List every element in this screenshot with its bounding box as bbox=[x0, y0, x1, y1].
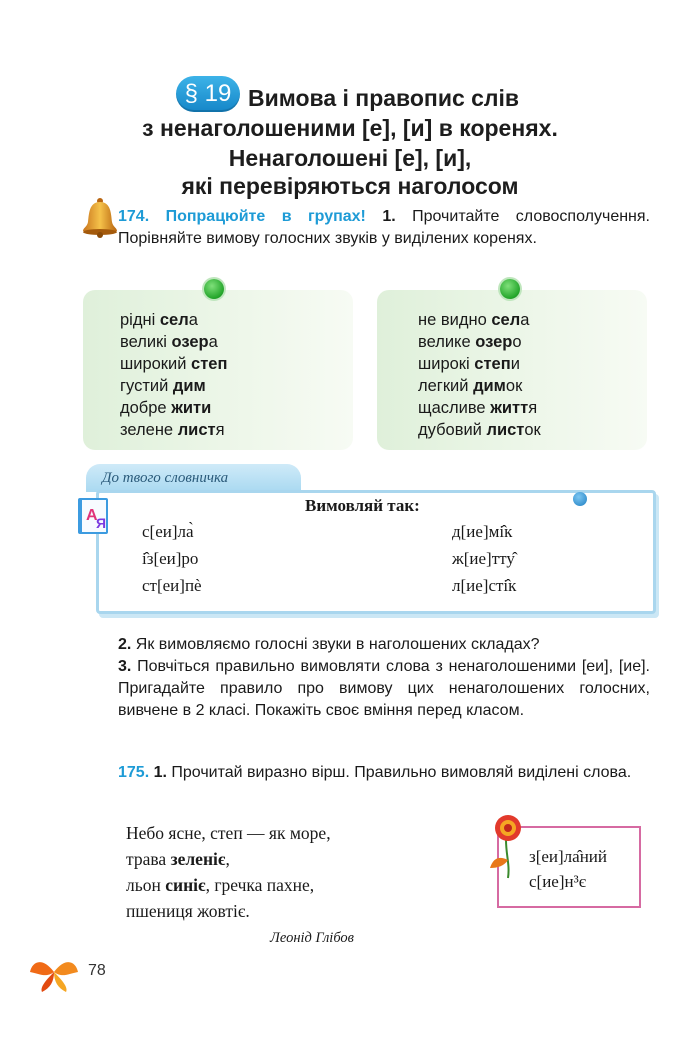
word-pair: не видно села bbox=[418, 311, 530, 329]
transcription: ст[еи]пѐ bbox=[142, 576, 202, 595]
word-list-right bbox=[418, 309, 541, 441]
flower-icon bbox=[486, 810, 528, 880]
svg-text:Я: Я bbox=[96, 515, 107, 531]
word-pair: велике озеро bbox=[418, 333, 522, 351]
word-pair: добре жити bbox=[120, 399, 212, 417]
exercise-174-intro bbox=[118, 206, 650, 250]
title-line-3: Ненаголошені [е], [и], bbox=[228, 145, 472, 171]
poem-line: льон синіє, гречка пахне, bbox=[126, 875, 315, 895]
word-pair: легкий димок bbox=[418, 377, 523, 395]
section-badge: § 19 bbox=[176, 76, 240, 112]
word-pair: широкий степ bbox=[120, 355, 228, 373]
dictionary-book-icon bbox=[74, 494, 114, 538]
word-pair: рідні села bbox=[120, 311, 198, 329]
transcriptions-left bbox=[142, 518, 202, 599]
transcription: л[ие]сті̂к bbox=[452, 576, 517, 595]
word-pair: великі озера bbox=[120, 333, 218, 351]
exercise-174-step1-text: Прочитайте словосполучення. Порівняйте вимову голосних звуків у виділених коренях. bbox=[118, 208, 650, 247]
exercise-174-step2: 2. Як вимовляємо голосні звуки в наголошених складах? bbox=[118, 636, 540, 653]
poem-author: Леонід Глібов bbox=[270, 930, 354, 946]
word-pair: широкі степи bbox=[418, 355, 520, 373]
word-pair: дубовий листок bbox=[418, 421, 541, 439]
leaf-ornament-icon bbox=[28, 952, 80, 992]
poem-line: Небо ясне, степ — як море, bbox=[126, 823, 331, 843]
transcription: ж[ие]тту̂ bbox=[452, 549, 515, 568]
poem-line: трава зеленіє, bbox=[126, 849, 230, 869]
exercise-174-step1-num: 1. bbox=[382, 208, 396, 225]
word-pair: зелене листя bbox=[120, 421, 225, 439]
blue-dot-icon bbox=[573, 492, 587, 506]
page-number: 78 bbox=[88, 962, 106, 979]
word-pair: густий дим bbox=[120, 377, 206, 395]
transcriptions-right bbox=[452, 518, 516, 599]
tip-line: с[ие]н³є bbox=[529, 872, 587, 891]
bell-icon bbox=[80, 196, 120, 238]
dictionary-tab: До твого словничка bbox=[86, 464, 301, 492]
exercise-174-number: 174. Попрацюйте в групах! bbox=[118, 208, 366, 225]
transcription: д[ие]мі̂к bbox=[452, 522, 513, 541]
green-dot-icon bbox=[204, 279, 224, 299]
transcription: с[еи]ла̀ bbox=[142, 522, 194, 541]
transcription: і̂з[еи]ро bbox=[142, 549, 199, 568]
title-line-4: які перевіряються наголосом bbox=[181, 173, 519, 199]
exercise-174-step3: 3. Повчіться правильно вимовляти слова з ненаголошеними [еи], [ие]. Пригадайте правило про вимову цих ненаголошених голосних, вивчене в 2 класі. Покажіть своє вміння перед класом. bbox=[118, 658, 650, 719]
poem bbox=[126, 820, 331, 924]
green-dot-icon bbox=[500, 279, 520, 299]
title-line-1: Вимова і правопис слів bbox=[248, 85, 520, 111]
poem-line: пшениця жовтіє. bbox=[126, 901, 250, 921]
word-pair: щасливе життя bbox=[418, 399, 538, 417]
dictionary-title: Вимовляй так: bbox=[305, 496, 420, 515]
svg-text:А: А bbox=[86, 507, 98, 524]
word-list-left bbox=[120, 309, 227, 441]
tip-line: з[еи]ла̂ний bbox=[529, 847, 608, 866]
exercise-175-intro: 175. 1. Прочитай виразно вірш. Правильно вимовляй виділені слова. bbox=[118, 764, 632, 781]
exercise-175-number: 175. bbox=[118, 764, 150, 781]
title-line-2: з ненаголошеними [е], [и] в коренях. bbox=[142, 115, 558, 141]
